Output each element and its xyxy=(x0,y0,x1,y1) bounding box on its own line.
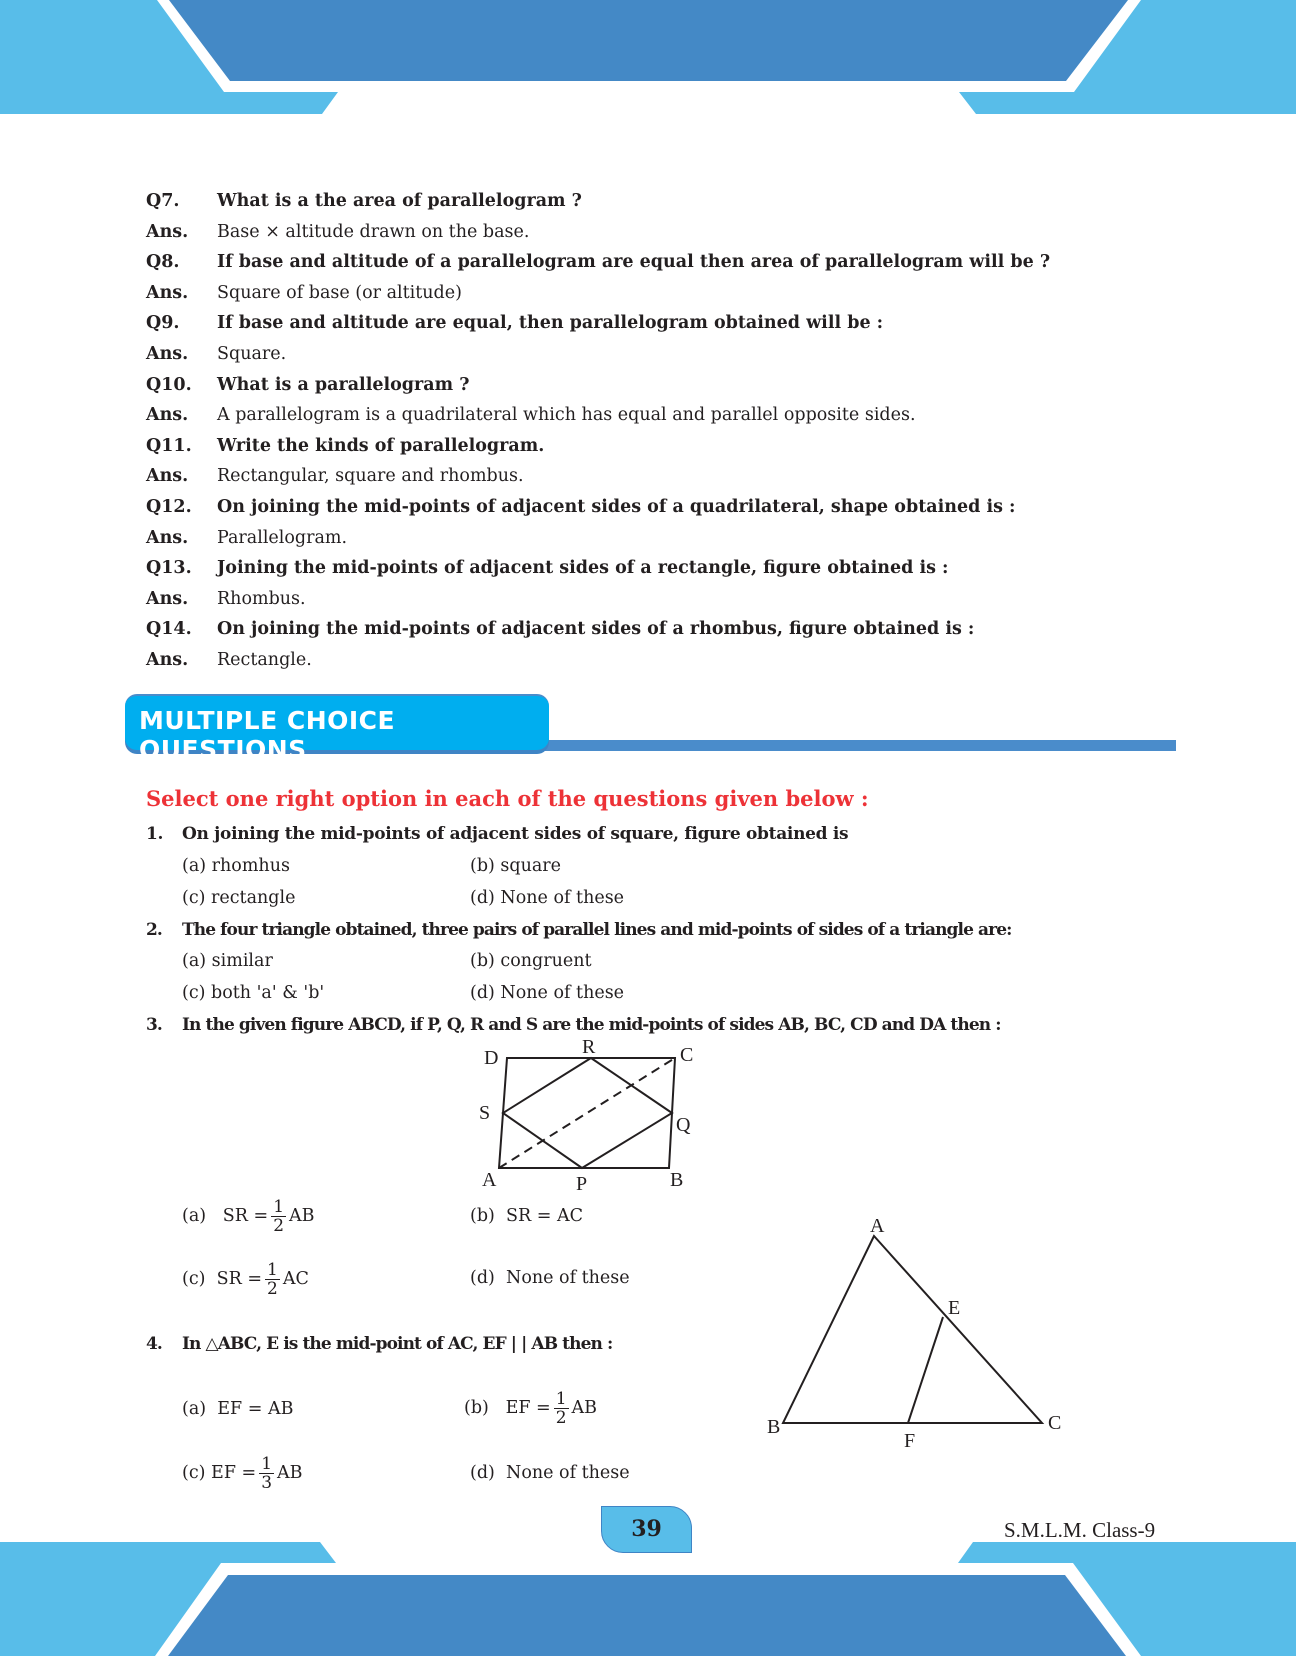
mcq-2-option-a: (a) similar xyxy=(182,951,273,971)
mcq-2-option-b: (b) congruent xyxy=(470,951,592,971)
label-r: R xyxy=(582,1036,596,1058)
option-rhs: AB xyxy=(289,1206,315,1226)
question-number: 2. xyxy=(146,920,162,940)
label-e: E xyxy=(948,1297,961,1319)
question-row xyxy=(146,247,1246,278)
answer-row xyxy=(146,339,1246,370)
answer-row xyxy=(146,523,1246,554)
mcq-4-option-b xyxy=(464,1390,597,1427)
row-label: Ans. xyxy=(146,343,189,364)
label-s: S xyxy=(479,1102,491,1124)
option-lhs: SR = xyxy=(216,1269,262,1289)
row-text: Base × altitude drawn on the base. xyxy=(217,221,530,242)
label-f: F xyxy=(904,1430,916,1452)
numerator: 1 xyxy=(555,1389,567,1409)
option-label: (c) xyxy=(182,1463,206,1483)
row-label: Q7. xyxy=(146,191,180,211)
section-title: MULTIPLE CHOICE QUESTIONS xyxy=(139,706,396,764)
mcq-question-3 xyxy=(146,1015,1001,1035)
label-d: D xyxy=(484,1047,499,1069)
mcq-3-option-b xyxy=(470,1206,583,1226)
option-label: (b) xyxy=(464,1398,489,1418)
row-label: Q13. xyxy=(146,558,192,579)
fraction xyxy=(271,1198,286,1235)
instruction-heading: Select one right option in each of the questions given below : xyxy=(146,786,869,811)
option-label: (d) xyxy=(470,1268,495,1288)
option-lhs: EF = xyxy=(211,1463,257,1483)
answer-row xyxy=(146,461,1246,492)
row-text: What is a the area of parallelogram ? xyxy=(217,191,582,211)
row-text: Square. xyxy=(217,343,287,364)
row-text: Joining the mid-points of adjacent sides of a rectangle, figure obtained is : xyxy=(217,558,949,579)
answer-row xyxy=(146,278,1246,309)
mcq-1-option-d: (d) None of these xyxy=(470,888,625,908)
row-label: Q11. xyxy=(146,435,192,456)
mcq-3-option-d xyxy=(470,1268,630,1288)
section-rule xyxy=(520,740,1176,751)
question-row xyxy=(146,370,1246,401)
row-label: Q10. xyxy=(146,374,192,395)
denominator: 3 xyxy=(261,1473,273,1493)
short-answer-list xyxy=(146,186,1246,676)
label-b: B xyxy=(670,1169,684,1191)
label-c: C xyxy=(680,1044,694,1066)
answer-row xyxy=(146,584,1246,615)
question-number: 1. xyxy=(146,824,164,844)
row-label: Q9. xyxy=(146,313,180,334)
row-label: Q12. xyxy=(146,496,192,517)
question-text: In the given figure ABCD, if P, Q, R and S are the mid-points of sides AB, BC, CD and DA then : xyxy=(182,1015,1001,1035)
option-rhs: AC xyxy=(282,1269,309,1289)
header-center-band xyxy=(169,0,1128,81)
question-number: 3. xyxy=(146,1015,162,1035)
question-text: In △ABC, E is the mid-point of AC, EF | | AB then : xyxy=(182,1334,613,1354)
footer-center-band xyxy=(168,1575,1126,1656)
label-c: C xyxy=(1048,1412,1062,1434)
page-number: 39 xyxy=(601,1506,692,1553)
row-text: Rectangle. xyxy=(217,649,312,670)
row-text: Rectangular, square and rhombus. xyxy=(217,466,524,487)
row-label: Ans. xyxy=(146,649,189,670)
row-text: Rhombus. xyxy=(217,588,306,609)
option-rhs: AB xyxy=(571,1398,598,1418)
mcq-2-option-c: (c) both 'a' & 'b' xyxy=(182,983,325,1003)
mcq-1-option-b: (b) square xyxy=(470,856,562,876)
mcq-2-option-d: (d) None of these xyxy=(470,983,625,1003)
row-label: Q14. xyxy=(146,619,192,640)
mcq-4-option-c xyxy=(182,1455,303,1492)
mcq-3-option-c xyxy=(182,1261,309,1298)
denominator: 2 xyxy=(267,1279,278,1299)
answer-row xyxy=(146,217,1246,248)
row-text: If base and altitude are equal, then parallelogram obtained will be : xyxy=(217,313,884,334)
label-p: P xyxy=(576,1173,588,1195)
option-label: (a) xyxy=(182,1399,207,1419)
row-label: Ans. xyxy=(146,466,189,487)
question-row xyxy=(146,492,1246,523)
option-text: SR = AC xyxy=(506,1206,583,1226)
option-text: None of these xyxy=(506,1268,630,1288)
row-label: Ans. xyxy=(146,527,189,548)
numerator: 1 xyxy=(267,1260,278,1280)
question-text: On joining the mid-points of adjacent sides of square, figure obtained is xyxy=(182,824,849,844)
option-rhs: AB xyxy=(277,1463,303,1483)
label-b: B xyxy=(767,1416,781,1438)
question-row xyxy=(146,186,1246,217)
label-a: A xyxy=(482,1169,497,1191)
denominator: 2 xyxy=(273,1216,285,1236)
mcq-question-1 xyxy=(146,824,848,844)
fraction xyxy=(554,1390,569,1427)
answer-row xyxy=(146,645,1246,676)
mcq-1-option-a: (a) rhomhus xyxy=(182,856,290,876)
question-number: 4. xyxy=(146,1334,162,1354)
row-text: What is a parallelogram ? xyxy=(217,374,470,395)
row-label: Ans. xyxy=(146,221,189,242)
row-text: On joining the mid-points of adjacent sides of a quadrilateral, shape obtained is : xyxy=(217,496,1016,517)
label-a: A xyxy=(870,1215,885,1237)
mcq-question-4 xyxy=(146,1334,612,1354)
option-lhs: EF = xyxy=(505,1398,551,1418)
option-label: (b) xyxy=(470,1206,495,1226)
mcq-3-option-a xyxy=(182,1198,315,1235)
row-text: If base and altitude of a parallelogram are equal then area of parallelogram will be ? xyxy=(217,252,1051,273)
numerator: 1 xyxy=(273,1197,285,1217)
mcq-4-option-a xyxy=(182,1399,293,1419)
row-label: Ans. xyxy=(146,588,189,609)
row-label: Ans. xyxy=(146,282,189,303)
label-q: Q xyxy=(676,1114,691,1136)
option-label: (a) xyxy=(182,1206,207,1226)
mcq-question-2 xyxy=(146,920,1012,940)
option-label: (c) xyxy=(182,1269,206,1289)
fraction xyxy=(259,1455,274,1492)
book-title: S.M.L.M. Class-9 xyxy=(1004,1518,1156,1542)
option-label: (d) xyxy=(470,1463,495,1483)
row-text: Write the kinds of parallelogram. xyxy=(217,435,545,456)
row-text: Square of base (or altitude) xyxy=(217,282,462,303)
question-row xyxy=(146,614,1246,645)
row-text: A parallelogram is a quadrilateral which has equal and parallel opposite sides. xyxy=(217,405,916,426)
row-label: Ans. xyxy=(146,405,189,426)
question-row xyxy=(146,431,1246,462)
question-row xyxy=(146,553,1246,584)
row-text: On joining the mid-points of adjacent sides of a rhombus, figure obtained is : xyxy=(217,619,975,640)
option-text: None of these xyxy=(506,1463,630,1483)
fraction xyxy=(265,1261,280,1298)
denominator: 2 xyxy=(555,1408,567,1428)
question-text: The four triangle obtained, three pairs of parallel lines and mid-points of sides of a triangle are: xyxy=(182,920,1012,940)
mcq-4-option-d xyxy=(470,1463,630,1483)
section-banner xyxy=(125,694,549,764)
option-text: EF = AB xyxy=(217,1399,294,1419)
answer-row xyxy=(146,400,1246,431)
row-label: Q8. xyxy=(146,252,180,273)
question-row xyxy=(146,308,1246,339)
option-lhs: SR = xyxy=(222,1206,269,1226)
mcq-1-option-c: (c) rectangle xyxy=(182,888,296,908)
numerator: 1 xyxy=(261,1454,273,1474)
row-text: Parallelogram. xyxy=(217,527,348,548)
